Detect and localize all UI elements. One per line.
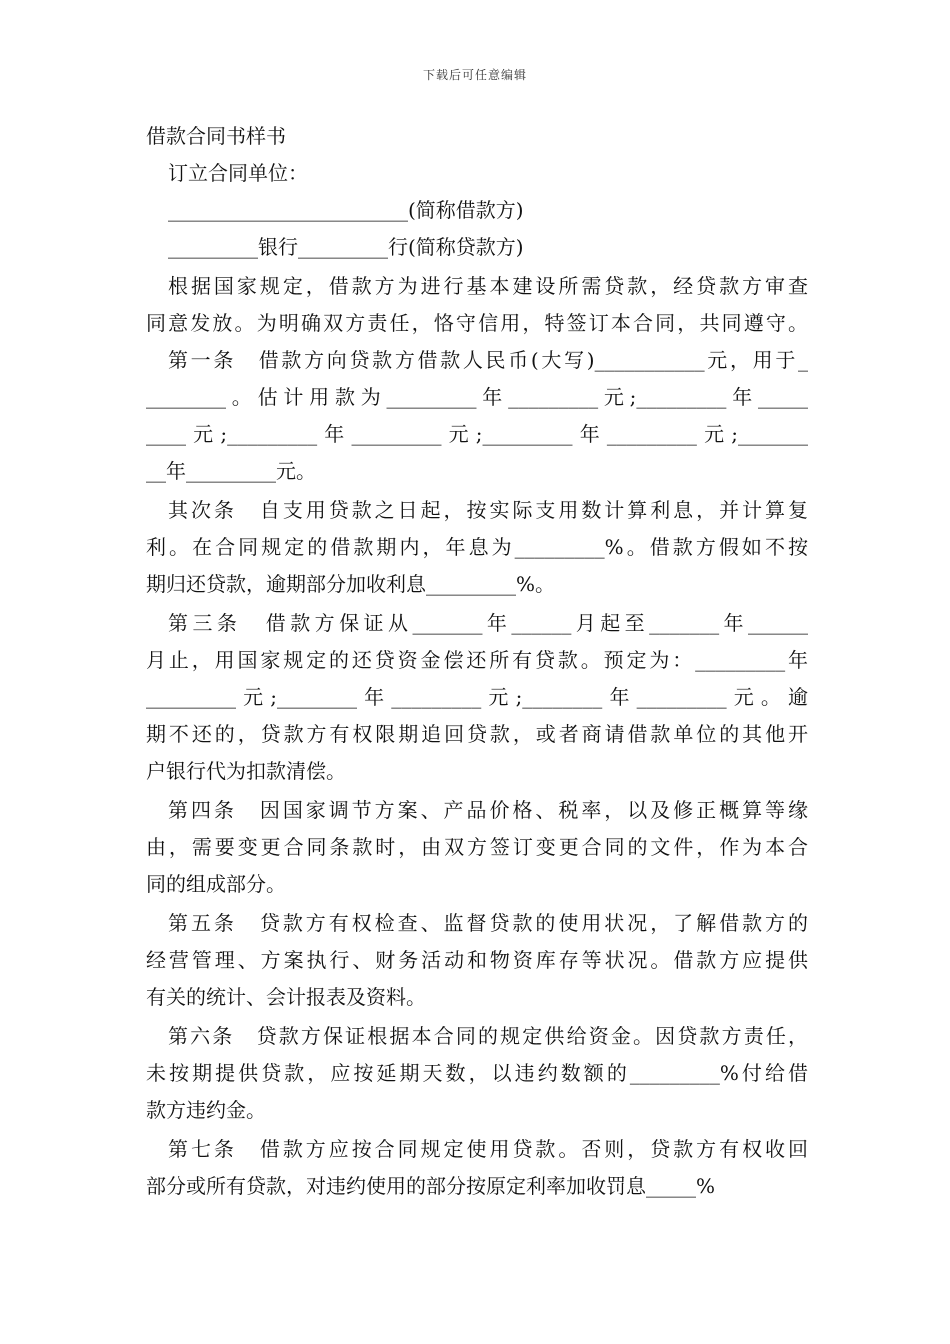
contract-parties-label: 订立合同单位： <box>168 161 308 185</box>
contract-document <box>146 118 808 1205</box>
article-1-line-4: __年_________元。 <box>146 459 316 483</box>
article-4-line-3: 同的组成部分。 <box>146 872 286 896</box>
article-3-line-5: 户银行代为扣款清偿。 <box>146 759 346 783</box>
borrower-line: ________________________(简称借款方) <box>168 198 524 222</box>
header-note: 下载后可任意编辑 <box>422 68 527 82</box>
article-1-line-1: 第一条 借款方向贷款方借款人民币(大写)___________元，用于_ <box>168 348 808 372</box>
article-3-line-1: 第三条 借款方保证从_______年______月起至_______年______ <box>168 611 808 635</box>
article-1-line-2: ________。估计用款为_________年_________元;_________年_____ <box>146 385 808 409</box>
article-3-line-3: _________元;________年_________元;________年_________元。逾 <box>146 685 808 709</box>
article-5-line-3: 有关的统计、会计报表及资料。 <box>146 985 426 1009</box>
article-2-line-1: 其次条 自支用贷款之日起，按实际支用数计算利息，并计算复 <box>168 498 808 522</box>
preamble-line-2: 同意发放。为明确双方责任，恪守信用，特签订本合同，共同遵守。 <box>146 311 808 335</box>
article-6-line-3: 款方违约金。 <box>146 1098 266 1122</box>
preamble-line-1: 根据国家规定，借款方为进行基本建设所需贷款，经贷款方审查 <box>168 274 808 298</box>
article-2-line-2: 利。在合同规定的借款期内，年息为_________%。借款方假如不按 <box>146 535 808 559</box>
article-3-line-2: 月止，用国家规定的还贷资金偿还所有贷款。预定为：_________年 <box>146 648 808 672</box>
article-4-line-2: 由，需要变更合同条款时，由双方签订变更合同的文件，作为本合 <box>146 835 808 859</box>
article-7-line-2: 部分或所有贷款，对违约使用的部分按原定利率加收罚息_____% <box>146 1174 716 1198</box>
article-4-line-1: 第四条 因国家调节方案、产品价格、税率，以及修正概算等缘 <box>168 798 808 822</box>
lender-line: _________银行_________行(简称贷款方) <box>168 235 524 259</box>
article-3-line-4: 期不还的，贷款方有权限期追回贷款，或者商请借款单位的其他开 <box>146 722 808 746</box>
document-title: 借款合同书样书 <box>146 124 286 148</box>
article-1-line-3: ____元;_________年_________元;_________年_________元;_______ <box>146 422 808 446</box>
article-7-line-1: 第七条 借款方应按合同规定使用贷款。否则，贷款方有权收回 <box>168 1137 808 1161</box>
article-5-line-1: 第五条 贷款方有权检查、监督贷款的使用状况，了解借款方的 <box>168 911 808 935</box>
article-5-line-2: 经营管理、方案执行、财务活动和物资库存等状况。借款方应提供 <box>146 948 808 972</box>
article-6-line-2: 未按期提供贷款，应按延期天数，以违约数额的_________%付给借 <box>146 1061 808 1085</box>
article-6-line-1: 第六条 贷款方保证根据本合同的规定供给资金。因贷款方责任， <box>168 1024 808 1048</box>
article-2-line-3: 期归还贷款，逾期部分加收利息_________%。 <box>146 572 556 596</box>
